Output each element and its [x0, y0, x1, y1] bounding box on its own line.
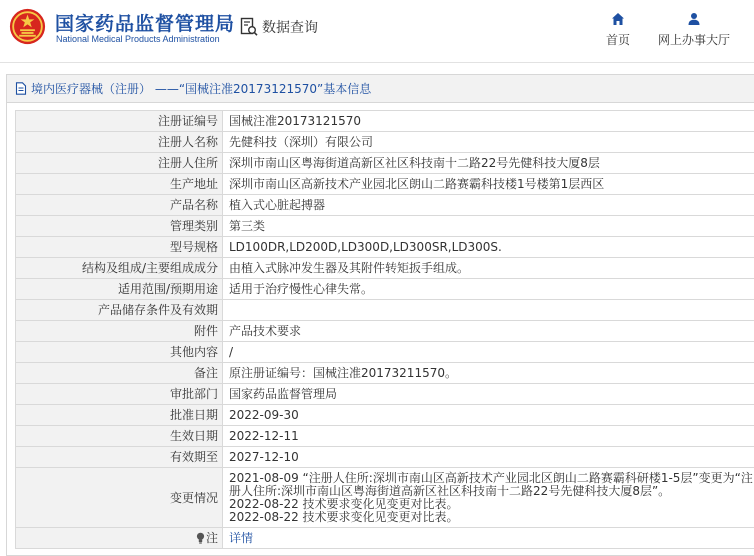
- change-history-value: [223, 468, 754, 528]
- table-row: [16, 174, 754, 195]
- field-label: 其他内容: [16, 342, 223, 363]
- field-label: 批准日期: [16, 405, 223, 426]
- field-value: 原注册证编号：国械注准20173211570。: [223, 363, 754, 384]
- field-value: 国家药品监督管理局: [223, 384, 754, 405]
- details-link[interactable]: 详情: [229, 531, 254, 545]
- table-row: [16, 384, 754, 405]
- table-row: [16, 342, 754, 363]
- table-row: [16, 405, 754, 426]
- nav-online-service-hall-label: 网上办事大厅: [657, 33, 730, 47]
- table-row: [16, 279, 754, 300]
- field-label: 结构及组成/主要组成成分: [16, 258, 223, 279]
- home-icon: [611, 12, 625, 26]
- field-value: 先健科技（深圳）有限公司: [223, 132, 754, 153]
- field-value: 国械注准20173121570: [223, 111, 754, 132]
- change-history-line: 2022-08-22 技术要求变化见变更对比表。: [229, 496, 459, 511]
- change-history-line: 2021-08-09 “注册人住所:深圳市南山区高新技术产业园北区朗山二路赛霸科研楼1-5层”变更为“注册人住所:深圳市南山区粤海街道高新区社区科技南十二路22号先健科技大厦8层”。: [229, 470, 753, 498]
- field-value: 2022-09-30: [223, 405, 754, 426]
- breadcrumb: [7, 75, 754, 103]
- note-label-cell: [16, 528, 223, 549]
- note-value: [223, 528, 754, 549]
- registration-info-table: [15, 110, 754, 549]
- field-value: 第三类: [223, 216, 754, 237]
- site-title-en[interactable]: National Medical Products Administration: [56, 34, 220, 44]
- lightbulb-icon: [196, 532, 205, 544]
- data-search-label: 数据查询: [262, 20, 318, 36]
- table-row: [16, 216, 754, 237]
- field-label: 生产地址: [16, 174, 223, 195]
- field-value: 植入式心脏起搏器: [223, 195, 754, 216]
- field-label: 管理类别: [16, 216, 223, 237]
- table-row: [16, 447, 754, 468]
- breadcrumb-text[interactable]: 境内医疗器械（注册） ——“国械注准20173121570”基本信息: [31, 82, 372, 96]
- field-label: 型号规格: [16, 237, 223, 258]
- table-row: [16, 111, 754, 132]
- field-value: [223, 300, 754, 321]
- table-row: [16, 321, 754, 342]
- record-panel: [6, 74, 754, 556]
- field-label: 注册人住所: [16, 153, 223, 174]
- table-row: [16, 258, 754, 279]
- field-value: LD100DR,LD200D,LD300D,LD300SR,LD300S.: [223, 237, 754, 258]
- table-row: [16, 426, 754, 447]
- change-history-label: 变更情况: [16, 468, 223, 528]
- header-divider: [0, 62, 754, 63]
- field-label: 注册人名称: [16, 132, 223, 153]
- table-row: [16, 363, 754, 384]
- field-label: 产品储存条件及有效期: [16, 300, 223, 321]
- field-value: 由植入式脉冲发生器及其附件转矩扳手组成。: [223, 258, 754, 279]
- field-value: 深圳市南山区粤海街道高新区社区科技南十二路22号先健科技大厦8层: [223, 153, 754, 174]
- national-emblem-icon: [9, 8, 46, 45]
- data-search-icon: [240, 17, 258, 37]
- field-label: 注册证编号: [16, 111, 223, 132]
- table-row: [16, 195, 754, 216]
- nav-home-label: 首页: [605, 33, 630, 47]
- field-value: 2027-12-10: [223, 447, 754, 468]
- site-header: [0, 0, 754, 62]
- table-row: [16, 300, 754, 321]
- field-label: 备注: [16, 363, 223, 384]
- nav-home[interactable]: [602, 12, 634, 48]
- table-row: [16, 237, 754, 258]
- field-label: 生效日期: [16, 426, 223, 447]
- field-value: 适用于治疗慢性心律失常。: [223, 279, 754, 300]
- nav-online-service-hall[interactable]: [652, 12, 736, 48]
- table-row-note: [16, 528, 754, 549]
- table-row: [16, 132, 754, 153]
- change-history-line: 2022-08-22 技术要求变化见变更对比表。: [229, 509, 459, 524]
- table-row-change-history: [16, 468, 754, 528]
- field-value: /: [223, 342, 754, 363]
- table-row: [16, 153, 754, 174]
- field-value: 深圳市南山区高新技术产业园北区朗山二路赛霸科技楼1号楼第1层西区: [223, 174, 754, 195]
- document-icon: [15, 82, 27, 95]
- field-value: 产品技术要求: [223, 321, 754, 342]
- field-label: 产品名称: [16, 195, 223, 216]
- data-search-link[interactable]: [240, 16, 318, 38]
- site-title[interactable]: 国家药品监督管理局: [55, 13, 236, 35]
- field-value: 2022-12-11: [223, 426, 754, 447]
- user-icon: [687, 12, 701, 26]
- field-label: 有效期至: [16, 447, 223, 468]
- field-label: 审批部门: [16, 384, 223, 405]
- field-label: 附件: [16, 321, 223, 342]
- note-label: 注: [205, 531, 218, 545]
- field-label: 适用范围/预期用途: [16, 279, 223, 300]
